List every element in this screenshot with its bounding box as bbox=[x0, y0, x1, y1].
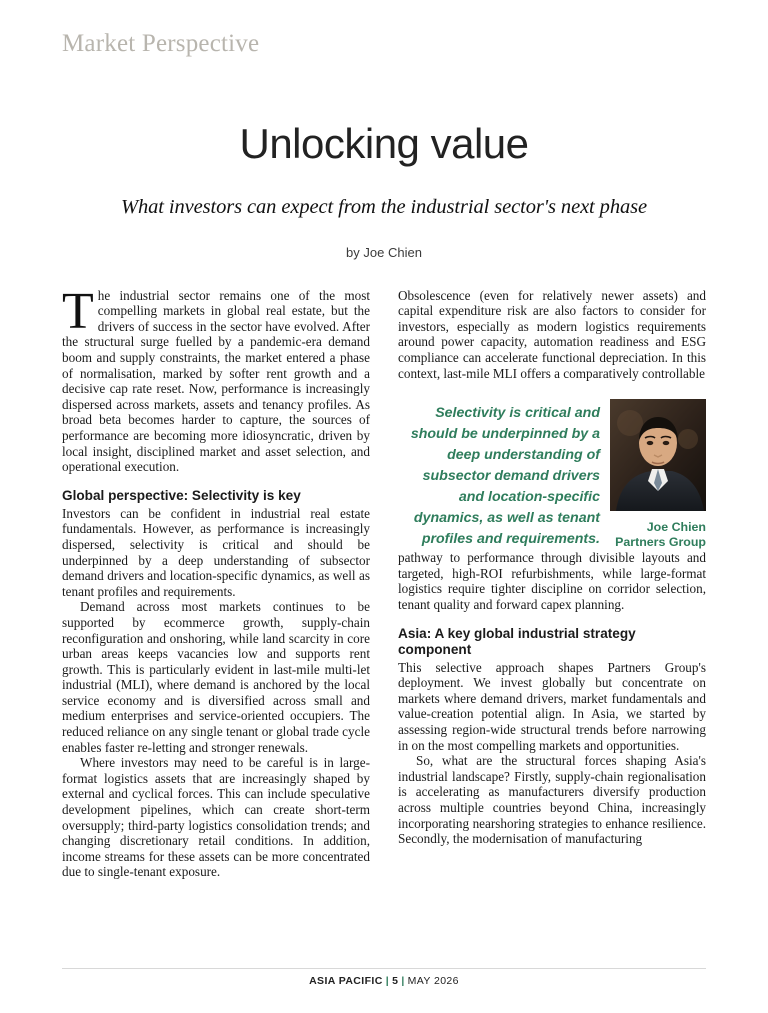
footer-issue: MAY 2026 bbox=[407, 975, 459, 987]
footer-page-number: 5 bbox=[392, 975, 399, 987]
left-column bbox=[62, 282, 370, 880]
paragraph: This selective approach shapes Partners Group's deployment. We invest globally but concentrate on markets where demand drivers, market fundamentals and value-creation potential align. In Asia, we started by assessing region-wide structural trends before narrowing in on the most compelling markets and opportunities. bbox=[398, 659, 706, 753]
footer-divider bbox=[62, 968, 706, 969]
paragraph: pathway to performance through divisible layouts and targeted, high-ROI refurbishments, while large-format logistics require tighter discipline on corridor selection, tenant quality and forward capex planning. bbox=[398, 550, 706, 612]
byline: by Joe Chien bbox=[346, 244, 422, 260]
article-columns bbox=[62, 282, 706, 880]
footer-separator-2: | bbox=[401, 975, 405, 987]
right-subhead: Asia: A key global industrial strategy component bbox=[398, 625, 636, 657]
paragraph: So, what are the structural forces shaping Asia's industrial landscape? Firstly, supply-chain regionalisation is accelerating as manufacturers diversify production across multiple countries beyond China, increasingly incorporating nearshoring strategies to enhance resilience. Secondly, the modernisation of manufacturing bbox=[398, 753, 706, 847]
avatar bbox=[610, 399, 706, 511]
right-column bbox=[398, 288, 706, 880]
lead-paragraph bbox=[62, 282, 370, 475]
pull-quote-block bbox=[398, 399, 706, 550]
standfirst: What investors can expect from the industrial sector's next phase bbox=[120, 195, 648, 218]
paragraph: Obsolescence (even for relatively newer assets) and capital expenditure risk are also factors to consider for investors, especially as modern logistics requirements around power capacity, automation readiness and ESG compliance can accelerate functional depreciation. In this context, last-mile MLI offers a comparatively controllable bbox=[398, 287, 706, 381]
author-name: Joe Chien bbox=[646, 520, 706, 535]
page-footer bbox=[0, 975, 768, 987]
left-subhead: Global perspective: Selectivity is key bbox=[62, 487, 301, 503]
paragraph: Where investors may need to be careful is in large-format logistics assets that are increasingly shaped by external and cyclical forces. This can include speculative development pipelines, which can create short-term oversupply; third-party logistics consolidation trends; and changing discretionary retail conditions. In addition, income streams for these assets can be more concentrated due to single-tenant exposure. bbox=[62, 755, 370, 880]
author-portrait-block bbox=[610, 399, 706, 550]
footer-region: ASIA PACIFIC bbox=[309, 975, 383, 987]
pull-quote-text: Selectivity is critical and should be underpinned by a deep understanding of subsector demand drivers and location-specific dynamics, as well as tenant profiles and requirements. bbox=[410, 405, 600, 548]
footer-separator-1: | bbox=[385, 975, 390, 987]
lead-paragraph-text: he industrial sector remains one of the most compelling markets in global real estate, but the drivers of success in the sector have evolved. After the structural surge fuelled by a pandemic-era demand boom and supply constraints, the market entered a phase of normalisation, marked by softer rent growth and a decisive cap rate reset. Now, performance is increasingly dispersed across markets, assets and tenancy profiles. As broad beta becomes harder to capture, the sources of performance are becoming more idiosyncratic, driven by local insight, disciplined market and asset selection, and operational execution. bbox=[62, 287, 370, 475]
page-title: Unlocking value bbox=[239, 119, 529, 167]
section-kicker: Market Perspective bbox=[62, 30, 260, 57]
author-organisation: Partners Group bbox=[615, 535, 706, 550]
paragraph: Demand across most markets continues to be supported by ecommerce growth, supply-chain reconfiguration and onshoring, while land scarcity in core urban areas keeps vacancies low and supports rent growth. This is particularly evident in last-mile multi-let industrial (MLI), where demand is anchored by the local service economy and is diversified across small and medium enterprises and service-oriented occupiers. The reduced reliance on any single tenant or global trade cycle enables faster re-letting and stronger renewals. bbox=[62, 599, 370, 755]
drop-cap: T bbox=[62, 282, 94, 340]
paragraph: Investors can be confident in industrial real estate fundamentals. However, as performance is increasingly dispersed, selectivity is critical and should be underpinned by a deep understanding of subsector demand drivers and location-specific dynamics, as well as tenant profiles and requirements. bbox=[62, 505, 370, 599]
